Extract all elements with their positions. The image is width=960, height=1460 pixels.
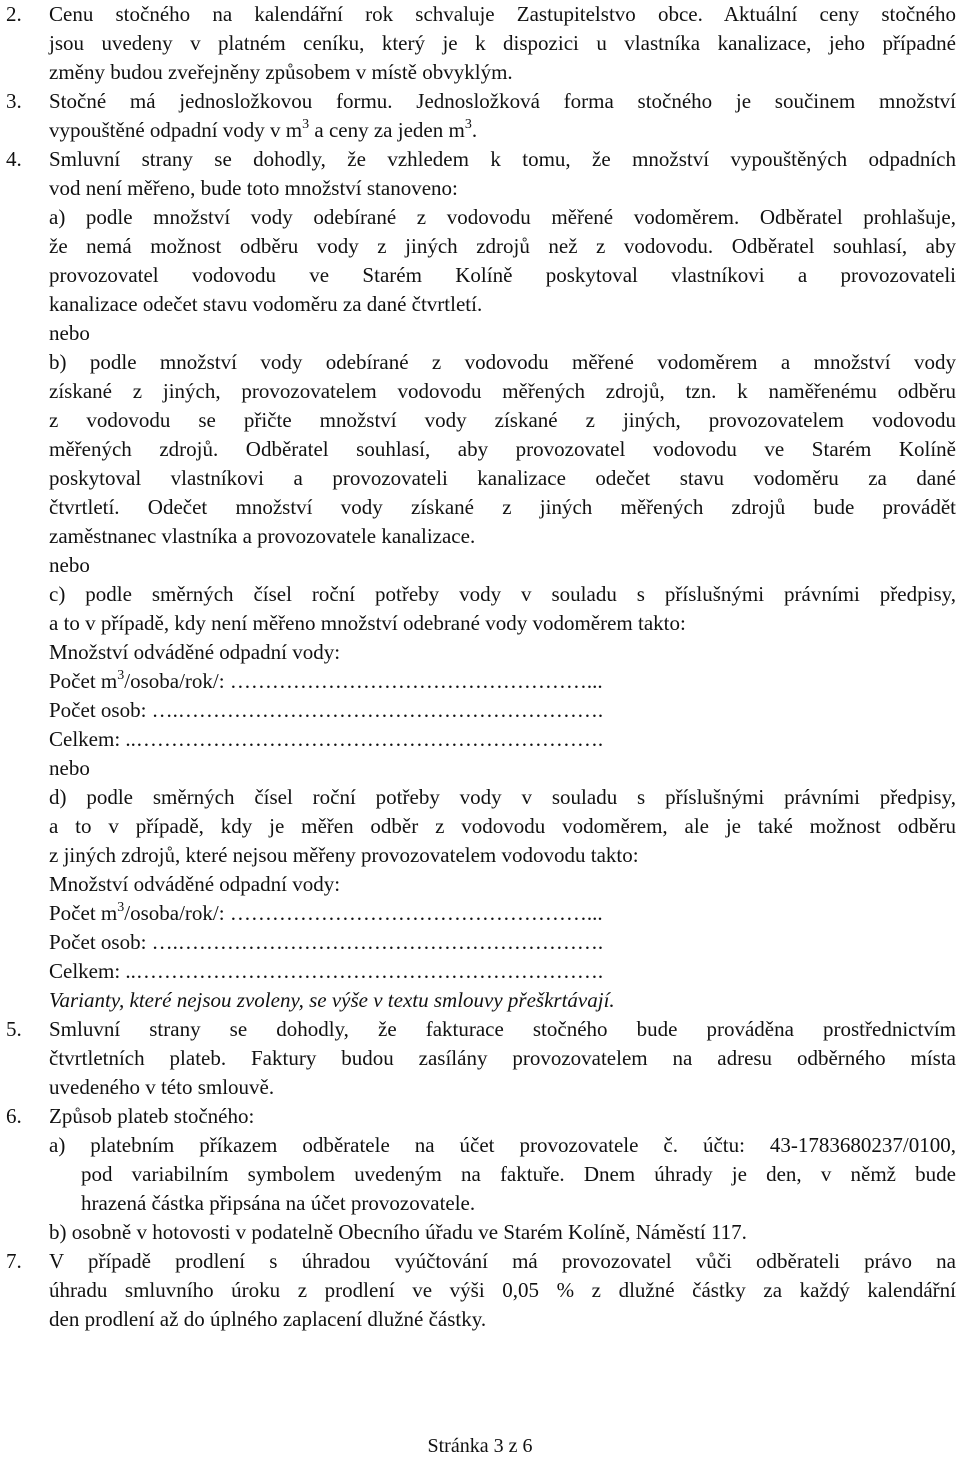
- option-c-total-text: Celkem: ..………………………………………………………….: [49, 727, 604, 751]
- variants-note-text: Varianty, které nejsou zvoleny, se výše v textu smlouvy přeškrtávají.: [49, 988, 615, 1012]
- item-7-text: úhradu smluvního úroku z prodlení ve výši 0,05 % z dlužné částky za každý kalendářní: [49, 1278, 956, 1302]
- option-a-line-3: [0, 261, 960, 289]
- item-4-text: vod není měřeno, bude toto množství stanoveno:: [49, 176, 458, 200]
- payment-b-line-1: [0, 1218, 960, 1246]
- option-b-text: čtvrtletí. Odečet množství vody získané z jiných měřených zdrojů bude provádět: [49, 495, 956, 519]
- option-d-per-person-text: Počet $m^3/osoba/rok/$: ……………………………………………...: [49, 900, 603, 925]
- option-d-text: Množství odváděné odpadní vody:: [49, 872, 341, 896]
- item-7-text: den prodlení až do úplného zaplacení dlužné částky.: [49, 1307, 487, 1331]
- option-c-text: a to v případě, kdy není měřeno množství odebrané vody vodoměrem takto:: [49, 611, 686, 635]
- option-b-text: poskytoval vlastníkovi a provozovateli kanalizace odečet stavu vodoměru za dané: [49, 466, 956, 490]
- option-a-line-2: [0, 232, 960, 260]
- option-a-text: a) podle množství vody odebírané z vodovodu měřené vodoměrem. Odběratel prohlašuje,: [49, 205, 956, 229]
- option-c-persons-field: [0, 696, 960, 724]
- or-separator: [0, 319, 960, 347]
- option-c-text: c) podle směrných čísel roční potřeby vody v souladu s příslušnými právními předpisy,: [49, 582, 956, 606]
- payment-a-line-3: [0, 1189, 960, 1217]
- option-c-per-person-field: [0, 667, 960, 695]
- option-d-total-field: [0, 957, 960, 985]
- item-7-number: 7.: [6, 1249, 22, 1273]
- item-7-line-2: [0, 1276, 960, 1304]
- option-c-line-1: [0, 580, 960, 608]
- option-c-text: Množství odváděné odpadní vody:: [49, 640, 341, 664]
- item-5-line-2: [0, 1044, 960, 1072]
- option-b-text: z vodovodu se přičte množství vody získané z jiných, provozovatelem vodovodu: [49, 408, 956, 432]
- item-5-text: Smluvní strany se dohodly, že fakturace stočného bude prováděna prostřednictvím: [49, 1017, 956, 1041]
- item-2-text: Cenu stočného na kalendářní rok schvaluje Zastupitelstvo obce. Aktuální ceny stočného: [49, 2, 956, 26]
- option-c-persons-text: Počet osob: ….…………………………………………………….: [49, 698, 604, 722]
- item-4-line-2: [0, 174, 960, 202]
- option-b-line-3: [0, 406, 960, 434]
- option-d-line-2: [0, 812, 960, 840]
- item-3-text: Stočné má jednosložkovou formu. Jednosložková forma stočného je součinem množství: [49, 89, 956, 113]
- option-c-line-2: [0, 609, 960, 637]
- or-separator: [0, 551, 960, 579]
- option-a-text: že nemá možnost odběru vody z jiných zdrojů než z vodovodu. Odběratel souhlasí, aby: [49, 234, 956, 258]
- option-a-line-4: [0, 290, 960, 318]
- item-4-number: 4.: [6, 147, 22, 171]
- option-b-line-1: [0, 348, 960, 376]
- item-6-line-1: [0, 1102, 960, 1130]
- option-c-per-person-text: Počet $m^3/osoba/rok/$: ……………………………………………...: [49, 668, 603, 693]
- payment-a-line-1: [0, 1131, 960, 1159]
- option-d-text: d) podle směrných čísel roční potřeby vody v souladu s příslušnými právními předpisy,: [49, 785, 956, 809]
- option-b-line-5: [0, 464, 960, 492]
- or-separator: [0, 754, 960, 782]
- option-d-text: a to v případě, kdy je měřen odběr z vodovodu vodoměrem, ale je také možnost odběru: [49, 814, 956, 838]
- item-5-text: čtvrtletních plateb. Faktury budou zasílány provozovatelem na adresu odběrného místa: [49, 1046, 956, 1070]
- option-b-text: měřených zdrojů. Odběratel souhlasí, aby provozovatel vodovodu ve Starém Kolíně: [49, 437, 956, 461]
- payment-b-text: b) osobně v hotovosti v podatelně Obecního úřadu ve Starém Kolíně, Náměstí 117.: [49, 1220, 747, 1244]
- option-b-line-6: [0, 493, 960, 521]
- option-d-total-text: Celkem: ..………………………………………………………….: [49, 959, 604, 983]
- item-5-line-3: [0, 1073, 960, 1101]
- item-4-line-1: [0, 145, 960, 173]
- option-b-text: zaměstnanec vlastníka a provozovatele kanalizace.: [49, 524, 476, 548]
- page-number-footer: Stránka 3 z 6: [427, 1435, 533, 1457]
- item-2-line-2: [0, 29, 960, 57]
- item-5-line-1: [0, 1015, 960, 1043]
- option-a-text: kanalizace odečet stavu vodoměru za dané čtvrtletí.: [49, 292, 483, 316]
- item-2-number: 2.: [6, 2, 22, 26]
- option-c-total-field: [0, 725, 960, 753]
- option-d-text: z jiných zdrojů, které nejsou měřeny provozovatelem vodovodu takto:: [49, 843, 639, 867]
- item-7-line-1: [0, 1247, 960, 1275]
- option-a-line-1: [0, 203, 960, 231]
- item-5-text: uvedeného v této smlouvě.: [49, 1075, 275, 1099]
- item-2-line-3: [0, 58, 960, 86]
- item-2-text: jsou uvedeny v platném ceníku, který je k dispozici u vlastníka kanalizace, jeho případné: [49, 31, 956, 55]
- item-3-line-2: [0, 116, 960, 144]
- or-text: nebo: [49, 321, 90, 345]
- option-a-text: provozovatel vodovodu ve Starém Kolíně poskytoval vlastníkovi a provozovateli: [49, 263, 956, 287]
- option-d-line-1: [0, 783, 960, 811]
- payment-a-text: a) platebním příkazem odběratele na účet provozovatele č. účtu: 43-1783680237/0100,: [49, 1133, 956, 1157]
- item-2-line-1: [0, 0, 960, 28]
- item-6-number: 6.: [6, 1104, 22, 1128]
- item-5-number: 5.: [6, 1017, 22, 1041]
- option-c-line-3: [0, 638, 960, 666]
- or-text: nebo: [49, 756, 90, 780]
- item-7-text: V případě prodlení s úhradou vyúčtování má provozovatel vůči odběrateli právo na: [49, 1249, 956, 1273]
- variants-note: [0, 986, 960, 1014]
- payment-a-text: hrazená částka připsána na účet provozovatele.: [81, 1191, 476, 1215]
- option-d-per-person-field: [0, 899, 960, 927]
- item-3-text: vypouštěné odpadní vody v $m^3$ a ceny za jeden $m^3$.: [49, 117, 478, 142]
- item-6-text: Způsob plateb stočného:: [49, 1104, 255, 1128]
- option-d-line-3: [0, 841, 960, 869]
- item-4-text: Smluvní strany se dohodly, že vzhledem k tomu, že množství vypouštěných odpadních: [49, 147, 956, 171]
- payment-a-line-2: [0, 1160, 960, 1188]
- option-b-line-7: [0, 522, 960, 550]
- payment-a-text: pod variabilním symbolem uvedeným na faktuře. Dnem úhrady je den, v němž bude: [81, 1162, 956, 1186]
- option-b-text: získané z jiných, provozovatelem vodovodu měřených zdrojů, tzn. k naměřenému odběru: [49, 379, 956, 403]
- item-2-text: změny budou zveřejněny způsobem v místě obvyklým.: [49, 60, 513, 84]
- or-text: nebo: [49, 553, 90, 577]
- item-3-line-1: [0, 87, 960, 115]
- option-b-line-2: [0, 377, 960, 405]
- option-d-persons-text: Počet osob: ….…………………………………………………….: [49, 930, 604, 954]
- option-d-line-4: [0, 870, 960, 898]
- option-d-persons-field: [0, 928, 960, 956]
- option-b-text: b) podle množství vody odebírané z vodovodu měřené vodoměrem a množství vody: [49, 350, 956, 374]
- option-b-line-4: [0, 435, 960, 463]
- item-7-line-3: [0, 1305, 960, 1333]
- item-3-number: 3.: [6, 89, 22, 113]
